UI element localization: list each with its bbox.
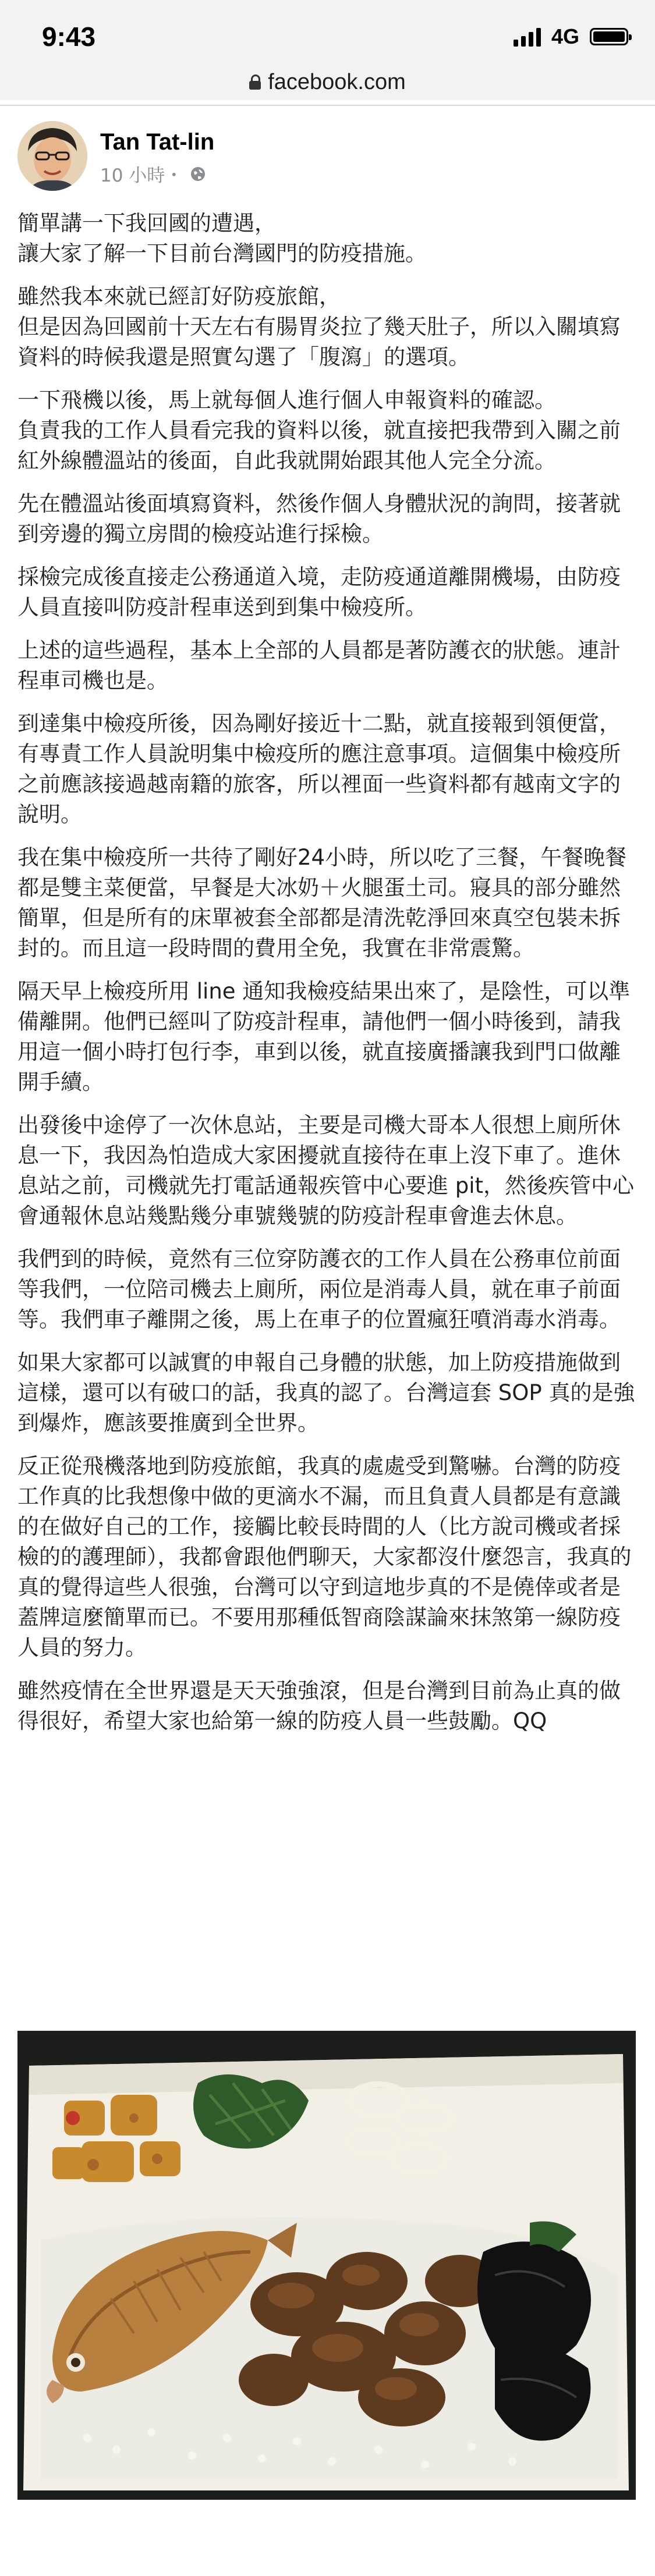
post-paragraph: 一下飛機以後，馬上就每個人進行個人申報資料的確認。 負責我的工作人員看完我的資料以後，就直接把我帶到入關之前紅外線體溫站的後面，自此我就開始跟其他人完全分流。	[17, 388, 621, 473]
lock-icon	[249, 74, 261, 90]
url-text: facebook.com	[268, 69, 406, 94]
post-paragraph: 如果大家都可以誠實的申報自己身體的狀態，加上防疫措施做到這樣，還可以有破口的話，我真的認了。台灣這套 SOP 真的是強到爆炸，應該要推廣到全世界。	[17, 1350, 635, 1436]
address-bar[interactable]	[0, 64, 655, 100]
post-paragraph: 我在集中檢疫所一共待了剛好24小時，所以吃了三餐，午餐晚餐都是雙主菜便當，早餐是大冰奶＋火腿蛋土司。寢具的部分雖然簡單，但是所有的床單被套全部都是清洗乾淨回來真空包裝未拆封的。而且這一段時間的費用全免，我實在非常震驚。	[17, 845, 627, 961]
post-paragraph: 雖然我本來就已經訂好防疫旅館， 但是因為回國前十天左右有腸胃炎拉了幾天肚子，所以入關填寫資料的時候我還是照實勾選了「腹瀉」的選項。	[17, 284, 621, 369]
avatar[interactable]	[17, 121, 87, 191]
post-paragraph: 到達集中檢疫所後，因為剛好接近十二點，就直接報到領便當，有專責工作人員說明集中檢疫所的應注意事項。這個集中檢疫所之前應該接過越南籍的旅客，所以裡面一些資料都有越南文字的說明。	[17, 711, 621, 827]
post-photo[interactable]	[17, 2031, 636, 2500]
divider	[0, 105, 655, 106]
bottom-safe-area	[0, 2520, 655, 2576]
post-time[interactable]: 10 小時・	[100, 165, 183, 186]
network-type: 4G	[551, 24, 579, 48]
post-paragraph: 上述的這些過程，基本上全部的人員都是著防護衣的狀態。連計程車司機也是。	[17, 638, 621, 693]
status-indicators	[514, 24, 628, 49]
post-meta	[100, 161, 206, 187]
post-author[interactable]: Tan Tat-lin	[100, 129, 215, 155]
post-paragraph: 反正從飛機落地到防疫旅館，我真的處處受到驚嚇。台灣的防疫工作真的比我想像中做的更滴水不漏，而且負責人員都是有意識的在做好自己的工作，接觸比較長時間的人（比方說司機或者採檢的的護理師），我都會跟他們聊天，大家都沒什麼怨言，我真的真的覺得這些人很強，台灣可以守到這地步真的不是僥倖或者是蓋牌這麼簡單而已。不要用那種低智商陰謀論來抹煞第一線防疫人員的努力。	[17, 1454, 632, 1660]
post-paragraph: 雖然疫情在全世界還是天天強強滾，但是台灣到目前為止真的做得很好，希望大家也給第一線的防疫人員一些鼓勵。QQ	[17, 1678, 621, 1733]
post-paragraph: 我們到的時候，竟然有三位穿防護衣的工作人員在公務車位前面等我們，一位陪司機去上廁所，兩位是消毒人員，就在車子前面等。我們車子離開之後，馬上在車子的位置瘋狂噴消毒水消毒。	[17, 1246, 621, 1332]
post-paragraph: 採檢完成後直接走公務通道入境，走防疫通道離開機場，由防疫人員直接叫防疫計程車送到到集中檢疫所。	[17, 564, 621, 620]
globe-icon	[190, 166, 206, 182]
battery-icon	[590, 28, 628, 45]
post-paragraph: 簡單講一下我回國的遭遇， 讓大家了解一下目前台灣國門的防疫措施。	[17, 211, 427, 266]
status-time: 9:43	[42, 22, 96, 52]
post-paragraph: 隔天早上檢疫所用 line 通知我檢疫結果出來了，是陰性，可以準備離開。他們已經叫了防疫計程車，請他們一個小時後到，請我用這一個小時打包行李，車到以後，就直接廣播讓我到門口做離開手續。	[17, 979, 631, 1095]
post-paragraph: 先在體溫站後面填寫資料，然後作個人身體狀況的詢問，接著就到旁邊的獨立房間的檢疫站進行採檢。	[17, 491, 621, 546]
signal-icon	[514, 27, 541, 47]
post-body	[17, 208, 639, 1749]
post-paragraph: 出發後中途停了一次休息站，主要是司機大哥本人很想上廁所休息一下，我因為怕造成大家困擾就直接待在車上沒下車了。進休息站之前，司機就先打電話通報疾管中心要進 pit，然後疾管中心會通報休息站幾點幾分車號幾號的防疫計程車會進去休息。	[17, 1113, 635, 1228]
